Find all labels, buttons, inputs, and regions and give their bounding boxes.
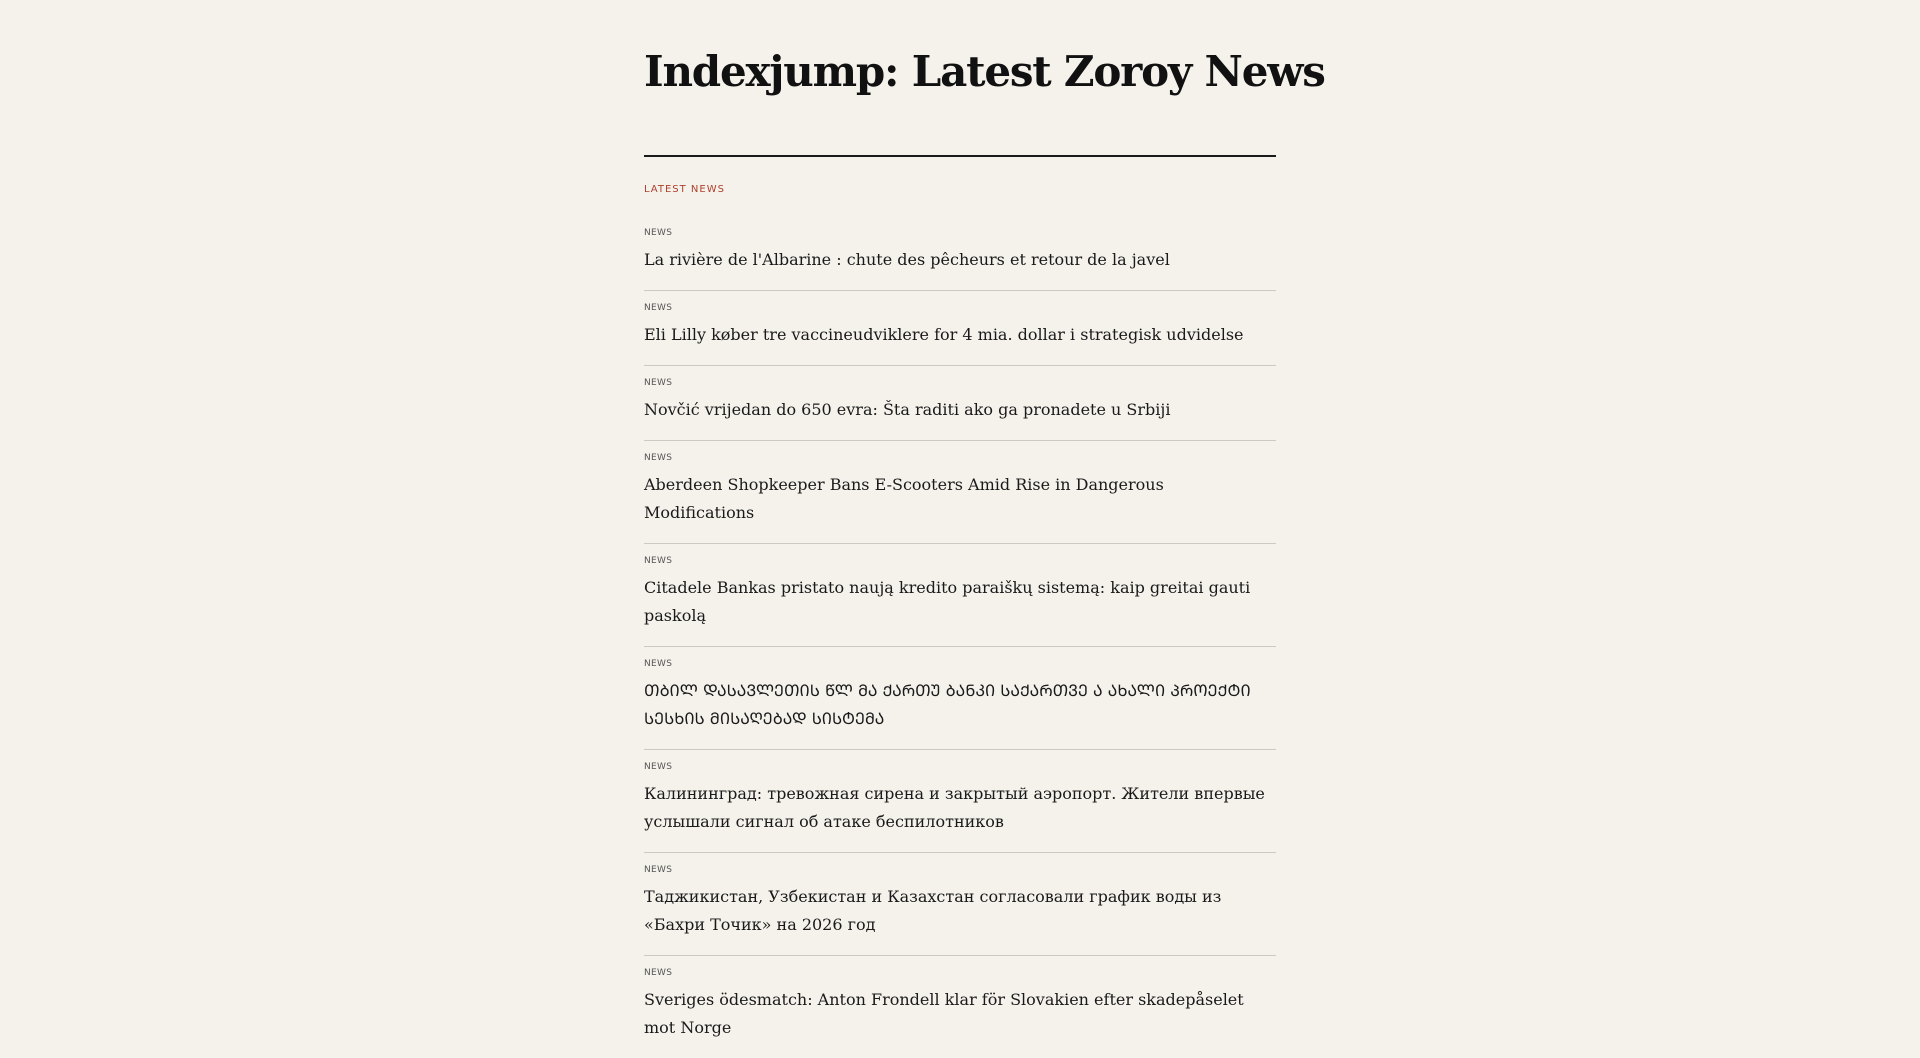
news-headline-link[interactable]: Sveriges ödesmatch: Anton Frondell klar för Slovakien efter skadepåselet mot Norge [644, 990, 1244, 1037]
news-category[interactable]: NEWS [644, 303, 673, 313]
news-item [644, 544, 1276, 647]
news-headline-link[interactable]: Таджикистан, Узбекистан и Казахстан согласовали график воды из «Бахри Точик» на 2026 год [644, 887, 1222, 934]
news-headline-link[interactable]: Citadele Bankas pristato naują kredito paraiškų sistemą: kaip greitai gauti paskolą [644, 578, 1251, 625]
news-item [644, 647, 1276, 750]
news-item [644, 291, 1276, 366]
news-item [644, 956, 1276, 1058]
news-category[interactable]: NEWS [644, 453, 673, 463]
news-category[interactable]: NEWS [644, 659, 673, 669]
news-headline-link[interactable]: La rivière de l'Albarine : chute des pêcheurs et retour de la javel [644, 250, 1170, 269]
news-list [644, 216, 1276, 1058]
news-item [644, 216, 1276, 291]
news-category[interactable]: NEWS [644, 762, 673, 772]
news-headline-link[interactable]: Novčić vrijedan do 650 evra: Šta raditi ako ga pronadete u Srbiji [644, 400, 1171, 419]
site-title[interactable]: Indexjump: Latest Zoroy News [644, 47, 1325, 96]
news-item [644, 750, 1276, 853]
news-headline-link[interactable]: Eli Lilly køber tre vaccineudviklere for 4 mia. dollar i strategisk udvidelse [644, 325, 1244, 344]
page-content [644, 0, 1325, 1037]
news-item [644, 853, 1276, 956]
news-category[interactable]: NEWS [644, 228, 673, 238]
news-category[interactable]: NEWS [644, 556, 673, 566]
news-item [644, 366, 1276, 441]
news-item [644, 441, 1276, 544]
news-category[interactable]: NEWS [644, 968, 673, 978]
news-category[interactable]: NEWS [644, 865, 673, 875]
news-headline-link[interactable]: Aberdeen Shopkeeper Bans E-Scooters Amid Rise in Dangerous Modifications [644, 475, 1164, 522]
news-category[interactable]: NEWS [644, 378, 673, 388]
news-headline-link[interactable]: ᲗᲑᲘᲚ ᲓᲐᲡᲐᲕᲚᲔᲗᲘᲡ ᲬᲚ ᲛᲐ ᲥᲐᲠᲗᲣ ᲑᲐᲜᲙᲘ ᲡᲐᲥᲐᲠᲗᲕᲔ Ა ᲐᲮᲐᲚᲘ ᲞᲠᲝᲔᲥᲢᲘ ᲡᲔᲡᲮᲘᲡ ᲛᲘᲡᲐᲦᲔᲑᲐᲓ ᲡᲘᲡᲢᲔᲛᲐ [644, 681, 1251, 728]
title-divider [644, 155, 1276, 157]
section-label: LATEST NEWS [644, 184, 725, 195]
news-headline-link[interactable]: Калининград: тревожная сирена и закрытый аэропорт. Жители впервые услышали сигнал об атаке беспилотников [644, 784, 1265, 831]
